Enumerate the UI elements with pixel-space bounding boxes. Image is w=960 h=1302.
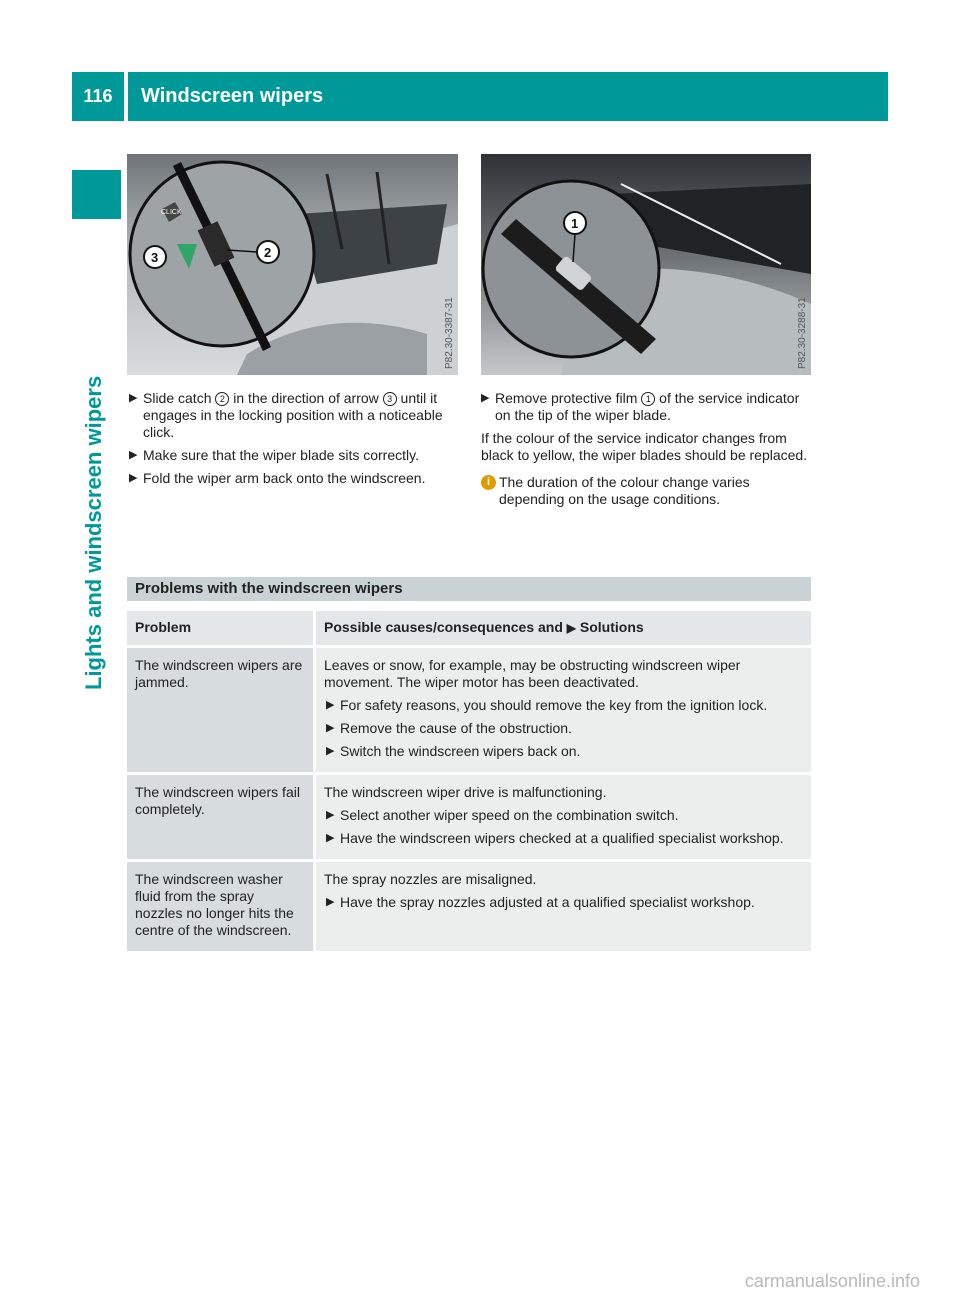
solution-step: ▶ Remove the cause of the obstruction. <box>326 720 572 736</box>
info-text: The duration of the colour change varies depending on the usage conditions. <box>499 474 750 507</box>
column-header-solutions: Possible causes/consequences and ▶ Solutions <box>316 611 811 648</box>
triangle-right-icon: ▶ <box>481 392 490 404</box>
header-divider <box>124 72 128 121</box>
solution-cell <box>316 775 811 862</box>
image-code: P82.30-3387-31 <box>444 297 455 369</box>
callout-1: 1 <box>571 216 579 231</box>
solution-step: ▶ For safety reasons, you should remove the key from the ignition lock. <box>326 697 768 713</box>
solution-step: ▶ Have the windscreen wipers checked at a qualified specialist workshop. <box>326 830 784 846</box>
triangle-right-icon: ▶ <box>566 621 577 635</box>
cause-text: The spray nozzles are misaligned. <box>324 871 537 887</box>
column-header-problem: Problem <box>127 611 316 648</box>
solution-step: ▶ Switch the windscreen wipers back on. <box>326 743 581 759</box>
left-column-instructions <box>129 390 459 493</box>
triangle-right-icon: ▶ <box>326 699 335 711</box>
triangle-right-icon: ▶ <box>326 896 335 908</box>
problems-table <box>127 611 811 954</box>
solution-step: ▶ Have the spray nozzles adjusted at a qualified specialist workshop. <box>326 894 755 910</box>
callout-ref-1: 1 <box>641 392 655 406</box>
triangle-right-icon: ▶ <box>326 832 335 844</box>
image-code: P82.30-3288-31 <box>797 297 808 369</box>
solution-cell <box>316 862 811 954</box>
table-row <box>127 775 811 862</box>
cause-text: Leaves or snow, for example, may be obstructing windscreen wiper movement. The wiper motor has been deactivated. <box>324 657 741 690</box>
page-header <box>72 72 888 121</box>
chapter-tab-marker <box>72 170 121 219</box>
table-row <box>127 862 811 954</box>
cause-text: The windscreen wiper drive is malfunctioning. <box>324 784 607 800</box>
triangle-right-icon: ▶ <box>326 722 335 734</box>
table-header-row <box>127 611 811 648</box>
triangle-right-icon: ▶ <box>129 392 138 404</box>
callout-2: 2 <box>264 245 272 260</box>
instruction-step: ▶ Slide catch 2 in the direction of arrow 3 until it engages in the locking position with a noticeable click. <box>129 390 443 440</box>
triangle-right-icon: ▶ <box>326 745 335 757</box>
info-icon: i <box>481 475 496 490</box>
triangle-right-icon: ▶ <box>326 809 335 821</box>
solution-cell <box>316 648 811 775</box>
instruction-step: ▶ Remove protective film 1 of the service indicator on the tip of the wiper blade. <box>481 390 800 423</box>
info-note <box>481 474 813 508</box>
page-title: Windscreen wipers <box>141 85 324 107</box>
right-column-instructions <box>481 390 813 508</box>
wiper-blade-install-image <box>127 154 458 375</box>
callout-3: 3 <box>151 250 159 265</box>
instruction-step: ▶ Make sure that the wiper blade sits correctly. <box>129 447 419 463</box>
instruction-step: ▶ Fold the wiper arm back onto the windscreen. <box>129 470 426 486</box>
problem-cell: The windscreen wipers are jammed. <box>127 648 316 775</box>
section-title: Problems with the windscreen wipers <box>127 577 811 601</box>
page-number: 116 <box>83 86 113 106</box>
service-indicator-image <box>481 154 811 375</box>
callout-ref-2: 2 <box>215 392 229 406</box>
body-paragraph: If the colour of the service indicator changes from black to yellow, the wiper blades should be replaced. <box>481 430 808 463</box>
solution-step: ▶ Select another wiper speed on the combination switch. <box>326 807 679 823</box>
callout-ref-3: 3 <box>383 392 397 406</box>
triangle-right-icon: ▶ <box>129 449 138 461</box>
problem-cell: The windscreen washer fluid from the spray nozzles no longer hits the centre of the windscreen. <box>127 862 316 954</box>
problem-cell: The windscreen wipers fail completely. <box>127 775 316 862</box>
triangle-right-icon: ▶ <box>129 472 138 484</box>
chapter-tab-label: Lights and windscreen wipers <box>81 375 106 690</box>
chapter-tab <box>75 375 123 690</box>
table-row <box>127 648 811 775</box>
watermark: carmanualsonline.info <box>744 1271 920 1291</box>
click-badge: CLICK <box>161 209 182 216</box>
